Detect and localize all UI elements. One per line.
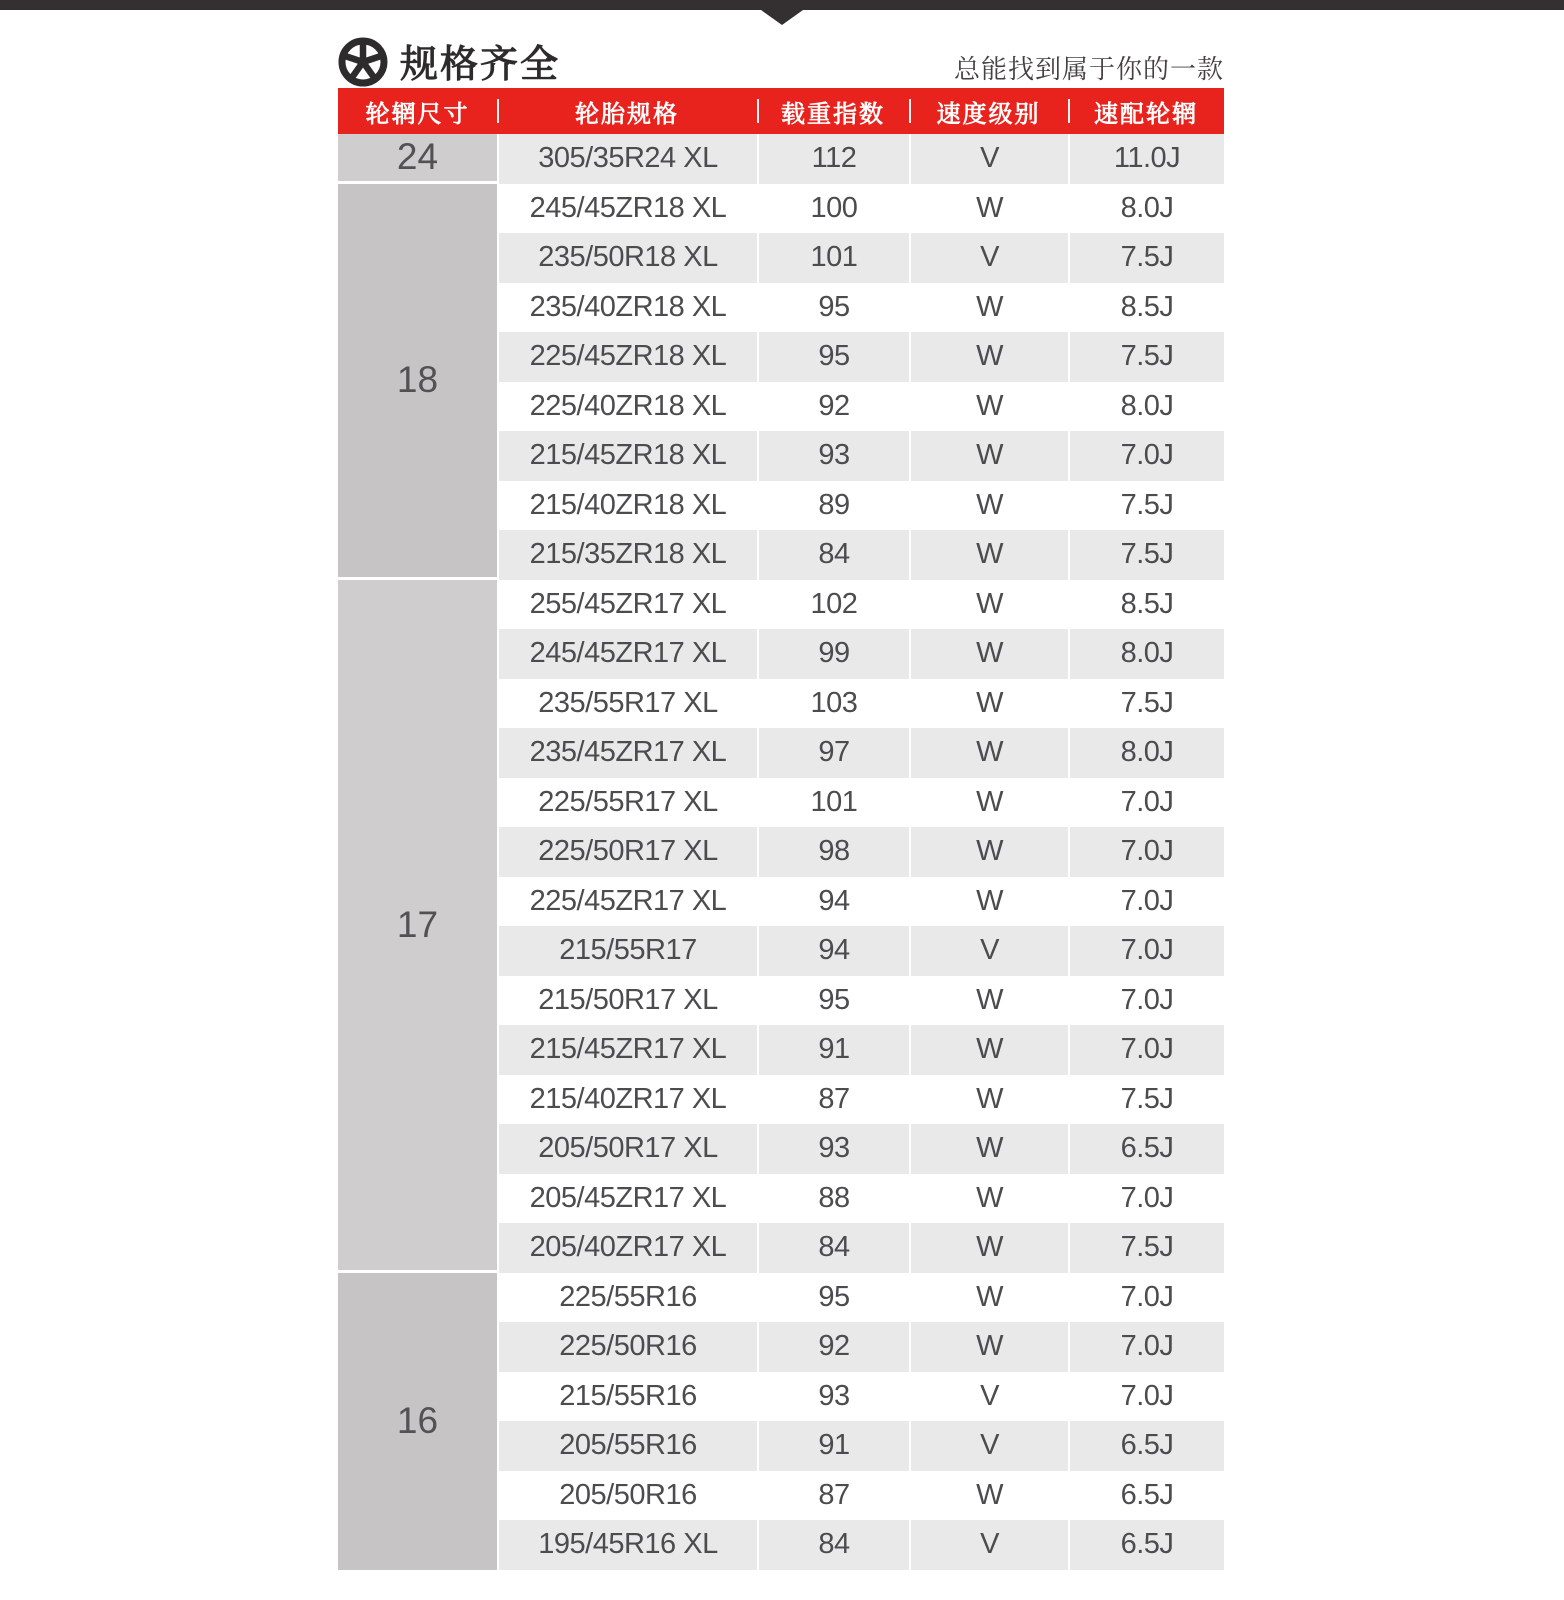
speed-rating-cell: W — [909, 431, 1068, 481]
tire-spec-cell: 225/45ZR17 XL — [497, 877, 757, 927]
rim-width-cell: 7.5J — [1068, 530, 1224, 580]
load-index-cell: 92 — [757, 382, 909, 432]
load-index-cell: 95 — [757, 332, 909, 382]
speed-rating-cell: W — [909, 1025, 1068, 1075]
tire-spec-cell: 215/45ZR17 XL — [497, 1025, 757, 1075]
rim-group-17: 17 — [338, 580, 497, 1273]
speed-rating-cell: W — [909, 184, 1068, 234]
speed-rating-cell: V — [909, 1520, 1068, 1570]
tire-spec-cell: 205/45ZR17 XL — [497, 1174, 757, 1224]
tire-spec-cell: 225/50R16 — [497, 1322, 757, 1372]
rim-width-cell: 11.0J — [1068, 134, 1224, 184]
load-index-cell: 112 — [757, 134, 909, 184]
load-index-cell: 99 — [757, 629, 909, 679]
load-index-cell: 94 — [757, 877, 909, 927]
speed-rating-cell: W — [909, 382, 1068, 432]
rim-width-cell: 6.5J — [1068, 1421, 1224, 1471]
rim-width-cell: 7.5J — [1068, 332, 1224, 382]
rim-width-cell: 7.0J — [1068, 1322, 1224, 1372]
top-banner — [0, 0, 1564, 10]
tire-spec-cell: 305/35R24 XL — [497, 134, 757, 184]
speed-rating-cell: W — [909, 530, 1068, 580]
column-header-load-index: 载重指数 — [757, 88, 909, 134]
tire-spec-cell: 205/50R17 XL — [497, 1124, 757, 1174]
rim-width-cell: 8.0J — [1068, 728, 1224, 778]
table-body — [338, 134, 1224, 1570]
rim-width-cell: 8.0J — [1068, 629, 1224, 679]
tire-spec-cell: 215/55R16 — [497, 1372, 757, 1422]
tire-spec-cell: 225/55R16 — [497, 1273, 757, 1323]
tire-spec-cell: 235/55R17 XL — [497, 679, 757, 729]
tire-spec-cell: 255/45ZR17 XL — [497, 580, 757, 630]
tire-spec-cell: 215/35ZR18 XL — [497, 530, 757, 580]
load-index-cell: 101 — [757, 233, 909, 283]
speed-rating-cell: W — [909, 481, 1068, 531]
rim-group-16: 16 — [338, 1273, 497, 1570]
load-index-cell: 84 — [757, 1223, 909, 1273]
rim-width-cell: 6.5J — [1068, 1124, 1224, 1174]
load-index-cell: 84 — [757, 1520, 909, 1570]
tire-spec-cell: 205/40ZR17 XL — [497, 1223, 757, 1273]
rim-width-cell: 8.5J — [1068, 283, 1224, 333]
rim-width-cell: 7.0J — [1068, 778, 1224, 828]
tire-spec-cell: 215/40ZR17 XL — [497, 1075, 757, 1125]
tire-spec-cell: 215/40ZR18 XL — [497, 481, 757, 531]
column-header-tire-spec: 轮胎规格 — [497, 88, 757, 134]
tire-spec-cell: 205/55R16 — [497, 1421, 757, 1471]
speed-rating-cell: W — [909, 1174, 1068, 1224]
rim-width-cell: 7.5J — [1068, 1223, 1224, 1273]
tire-spec-cell: 235/50R18 XL — [497, 233, 757, 283]
speed-rating-cell: V — [909, 134, 1068, 184]
load-index-cell: 98 — [757, 827, 909, 877]
load-index-cell: 87 — [757, 1471, 909, 1521]
speed-rating-cell: W — [909, 1322, 1068, 1372]
pointer-triangle-icon — [761, 10, 803, 25]
load-index-cell: 103 — [757, 679, 909, 729]
load-index-cell: 91 — [757, 1025, 909, 1075]
speed-rating-cell: W — [909, 629, 1068, 679]
rim-group-24: 24 — [338, 134, 497, 184]
load-index-cell: 93 — [757, 1124, 909, 1174]
load-index-cell: 94 — [757, 926, 909, 976]
speed-rating-cell: W — [909, 877, 1068, 927]
rim-width-cell: 6.5J — [1068, 1520, 1224, 1570]
speed-rating-cell: W — [909, 1471, 1068, 1521]
section-header — [338, 34, 1224, 88]
speed-rating-cell: V — [909, 233, 1068, 283]
speed-rating-cell: W — [909, 580, 1068, 630]
rim-width-cell: 6.5J — [1068, 1471, 1224, 1521]
speed-rating-cell: W — [909, 1075, 1068, 1125]
load-index-cell: 95 — [757, 976, 909, 1026]
rim-width-cell: 7.5J — [1068, 679, 1224, 729]
column-header-speed-rating: 速度级别 — [909, 88, 1068, 134]
speed-rating-cell: W — [909, 332, 1068, 382]
tire-spec-cell: 215/45ZR18 XL — [497, 431, 757, 481]
speed-rating-cell: W — [909, 1273, 1068, 1323]
rim-width-cell: 8.5J — [1068, 580, 1224, 630]
tire-spec-table — [338, 88, 1224, 1570]
speed-rating-cell: V — [909, 1372, 1068, 1422]
wheel-icon — [338, 37, 388, 87]
rim-width-cell: 7.0J — [1068, 877, 1224, 927]
rim-width-cell: 7.0J — [1068, 1025, 1224, 1075]
rim-width-cell: 7.0J — [1068, 431, 1224, 481]
load-index-cell: 91 — [757, 1421, 909, 1471]
tire-spec-cell: 215/50R17 XL — [497, 976, 757, 1026]
load-index-cell: 89 — [757, 481, 909, 531]
rim-width-cell: 8.0J — [1068, 382, 1224, 432]
speed-rating-cell: W — [909, 827, 1068, 877]
tire-spec-cell: 245/45ZR17 XL — [497, 629, 757, 679]
rim-width-cell: 8.0J — [1068, 184, 1224, 234]
rim-width-cell: 7.5J — [1068, 233, 1224, 283]
rim-width-cell: 7.0J — [1068, 926, 1224, 976]
page-subtitle: 总能找到属于你的一款 — [953, 54, 1224, 84]
tire-spec-cell: 225/45ZR18 XL — [497, 332, 757, 382]
rim-width-cell: 7.0J — [1068, 976, 1224, 1026]
speed-rating-cell: W — [909, 976, 1068, 1026]
speed-rating-cell: W — [909, 778, 1068, 828]
speed-rating-cell: W — [909, 1124, 1068, 1174]
tire-spec-cell: 245/45ZR18 XL — [497, 184, 757, 234]
tire-spec-cell: 225/50R17 XL — [497, 827, 757, 877]
column-header-rim-width: 速配轮辋 — [1068, 88, 1224, 134]
load-index-cell: 84 — [757, 530, 909, 580]
page-title: 规格齐全 — [400, 44, 561, 86]
load-index-cell: 88 — [757, 1174, 909, 1224]
rim-width-cell: 7.0J — [1068, 1372, 1224, 1422]
rim-width-cell: 7.0J — [1068, 1273, 1224, 1323]
tire-spec-cell: 235/40ZR18 XL — [497, 283, 757, 333]
rim-width-cell: 7.5J — [1068, 481, 1224, 531]
rim-group-18: 18 — [338, 184, 497, 580]
rim-width-cell: 7.0J — [1068, 827, 1224, 877]
speed-rating-cell: W — [909, 679, 1068, 729]
load-index-cell: 87 — [757, 1075, 909, 1125]
speed-rating-cell: W — [909, 728, 1068, 778]
load-index-cell: 95 — [757, 1273, 909, 1323]
load-index-cell: 95 — [757, 283, 909, 333]
load-index-cell: 101 — [757, 778, 909, 828]
load-index-cell: 93 — [757, 431, 909, 481]
table-header-row — [338, 88, 1224, 134]
rim-width-cell: 7.0J — [1068, 1174, 1224, 1224]
speed-rating-cell: W — [909, 1223, 1068, 1273]
tire-spec-cell: 205/50R16 — [497, 1471, 757, 1521]
tire-spec-cell: 195/45R16 XL — [497, 1520, 757, 1570]
tire-spec-cell: 215/55R17 — [497, 926, 757, 976]
load-index-cell: 93 — [757, 1372, 909, 1422]
tire-spec-cell: 225/55R17 XL — [497, 778, 757, 828]
tire-spec-cell: 225/40ZR18 XL — [497, 382, 757, 432]
load-index-cell: 102 — [757, 580, 909, 630]
load-index-cell: 92 — [757, 1322, 909, 1372]
speed-rating-cell: V — [909, 1421, 1068, 1471]
load-index-cell: 100 — [757, 184, 909, 234]
load-index-cell: 97 — [757, 728, 909, 778]
tire-spec-cell: 235/45ZR17 XL — [497, 728, 757, 778]
column-header-rim-size: 轮辋尺寸 — [365, 100, 470, 128]
rim-width-cell: 7.5J — [1068, 1075, 1224, 1125]
speed-rating-cell: V — [909, 926, 1068, 976]
speed-rating-cell: W — [909, 283, 1068, 333]
